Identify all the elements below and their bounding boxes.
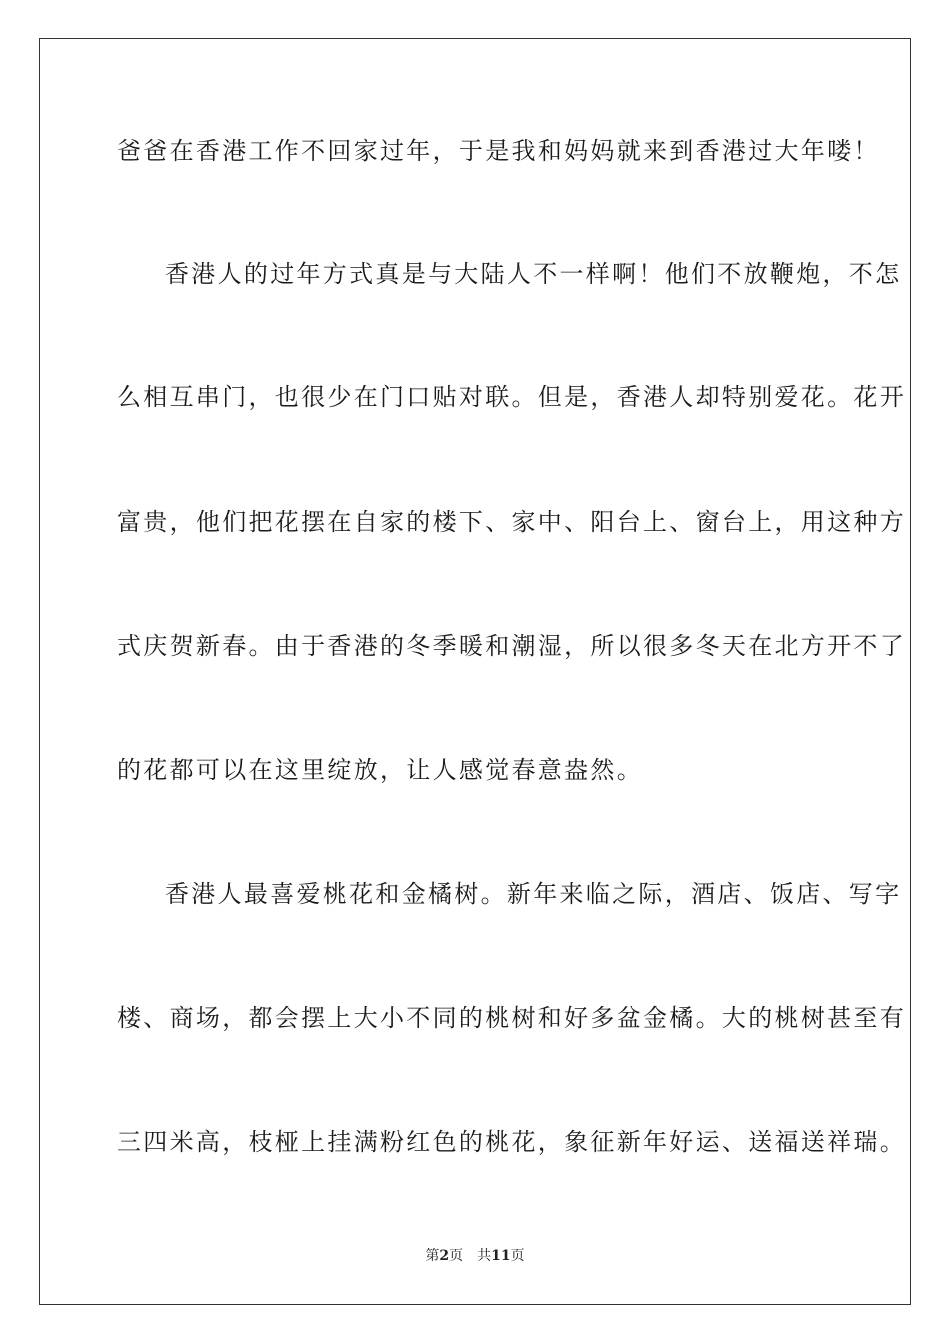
text-line: 么相互串门，也很少在门口贴对联。但是，香港人却特别爱花。花开 xyxy=(117,383,906,411)
text-line: 三四米高，枝桠上挂满粉红色的桃花，象征新年好运、送福送祥瑞。 xyxy=(117,1128,906,1156)
text-line: 爸爸在香港工作不回家过年，于是我和妈妈就来到香港过大年喽！ xyxy=(117,137,880,165)
page-number: 2 xyxy=(439,1248,450,1264)
text-line: 式庆贺新春。由于香港的冬季暖和潮湿，所以很多冬天在北方开不了 xyxy=(117,632,906,660)
text-line: 的花都可以在这里绽放，让人感觉春意盎然。 xyxy=(117,756,643,784)
page-prefix: 第 xyxy=(425,1248,440,1264)
text-line: 香港人最喜爱桃花和金橘树。新年来临之际，酒店、饭店、写字 xyxy=(165,880,902,908)
text-line: 楼、商场，都会摆上大小不同的桃树和好多盆金橘。大的桃树甚至有 xyxy=(117,1004,906,1032)
text-line: 富贵，他们把花摆在自家的楼下、家中、阳台上、窗台上，用这种方 xyxy=(117,508,906,536)
total-pages: 11 xyxy=(491,1248,511,1264)
page-border xyxy=(39,38,911,1305)
page-suffix: 页 xyxy=(449,1248,464,1264)
total-suffix: 页 xyxy=(510,1248,525,1264)
page-footer xyxy=(0,1247,950,1265)
total-prefix: 共 xyxy=(477,1248,492,1264)
text-line: 香港人的过年方式真是与大陆人不一样啊！他们不放鞭炮，不怎 xyxy=(165,260,902,288)
